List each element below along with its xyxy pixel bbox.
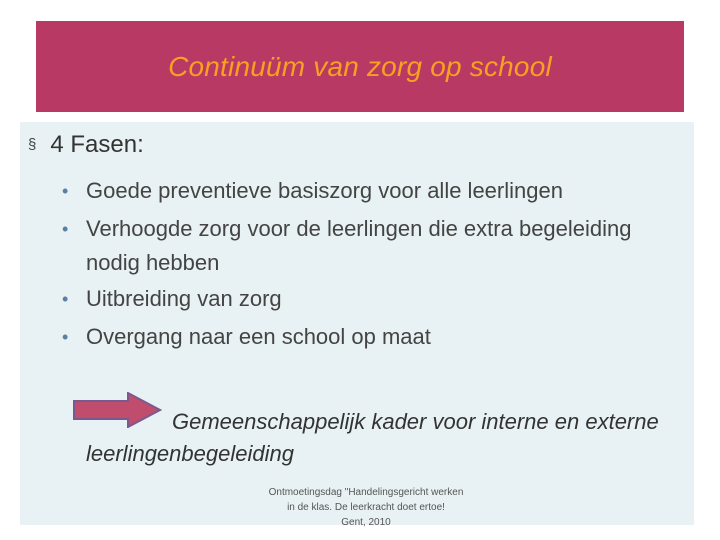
list-item-text: Uitbreiding van zorg xyxy=(86,286,282,311)
list-item-text: Verhoogde zorg voor de leerlingen die extra begeleiding nodig hebben xyxy=(86,216,632,275)
list-item-text: Goede preventieve basiszorg voor alle leerlingen xyxy=(86,178,563,203)
bullet-dot-icon: • xyxy=(62,289,69,309)
bullet-dot-icon: • xyxy=(62,219,69,239)
phase-list xyxy=(62,172,662,356)
section-bullet-icon: § xyxy=(28,136,37,153)
list-item-text: Overgang naar een school op maat xyxy=(86,324,431,349)
footer-line: Gent, 2010 xyxy=(341,517,391,528)
list-item xyxy=(62,280,662,318)
bullet-dot-icon: • xyxy=(62,181,69,201)
list-item xyxy=(62,318,662,356)
list-item xyxy=(62,210,662,280)
conclusion-text: Gemeenschappelijk kader voor interne en externe leerlingenbegeleiding xyxy=(86,409,659,466)
footer-line: Ontmoetingsdag "Handelingsgericht werken xyxy=(268,487,464,498)
bullet-dot-icon: • xyxy=(62,327,69,347)
slide-title: Continuüm van zorg op school xyxy=(168,50,552,82)
title-bar xyxy=(36,21,684,112)
main-bullet xyxy=(28,131,144,159)
footer xyxy=(250,485,482,530)
main-bullet-label: 4 Fasen: xyxy=(50,131,144,158)
footer-line: in de klas. De leerkracht doet ertoe! xyxy=(287,502,445,513)
list-item xyxy=(62,172,662,210)
